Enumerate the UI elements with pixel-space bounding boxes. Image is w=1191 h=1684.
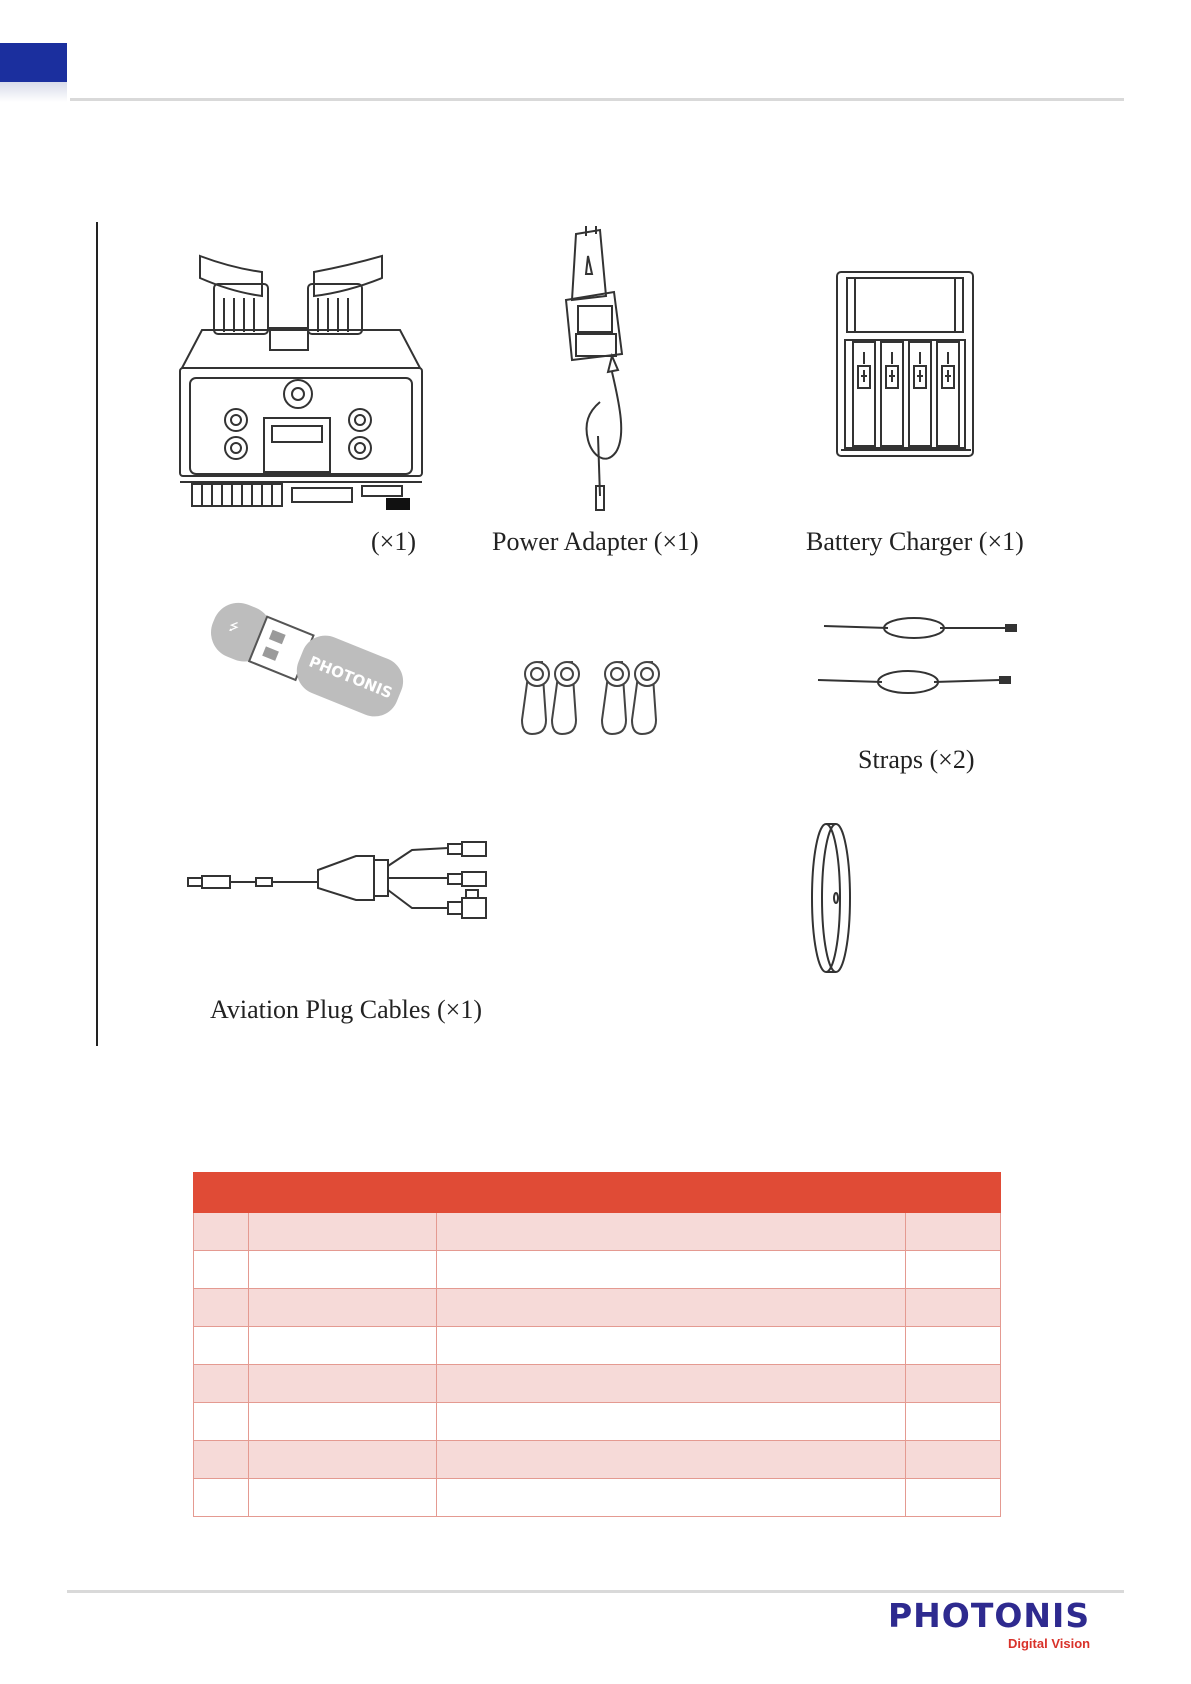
table-cell (906, 1289, 1001, 1327)
table-cell (194, 1213, 249, 1251)
footer-rule (67, 1590, 1124, 1593)
table-header-cell (906, 1173, 1001, 1213)
power-adapter-illustration (552, 226, 652, 514)
table-cell (906, 1251, 1001, 1289)
table-cell (248, 1441, 436, 1479)
page-number-tab (0, 43, 67, 82)
photonis-logo (888, 1596, 1091, 1651)
svg-text:⭍: ⭍ (226, 618, 242, 636)
table-row (194, 1403, 1001, 1441)
logo-wordmark: PHOTONIS (888, 1596, 1091, 1635)
table-cell (906, 1479, 1001, 1517)
table-cell (436, 1289, 905, 1327)
round-case-illustration (806, 820, 856, 980)
logo-tagline: Digital Vision (1007, 1636, 1091, 1651)
table-row (194, 1441, 1001, 1479)
table-cell (194, 1251, 249, 1289)
table-cell (194, 1365, 249, 1403)
table-cell (194, 1479, 249, 1517)
battery-charger-caption: Battery Charger (×1) (806, 527, 1024, 556)
aviation-cables-caption: Aviation Plug Cables (×1) (210, 995, 482, 1024)
table-cell (436, 1251, 905, 1289)
table-row (194, 1213, 1001, 1251)
table-cell (194, 1289, 249, 1327)
section-side-bar (96, 222, 98, 1046)
usb-drive-illustration (196, 588, 406, 718)
table-cell (194, 1441, 249, 1479)
table-cell (906, 1441, 1001, 1479)
table-cell (248, 1289, 436, 1327)
usb-brand-text: PHOTONIS (306, 652, 395, 703)
table-cell (248, 1479, 436, 1517)
table-cell (906, 1403, 1001, 1441)
table-cell (194, 1327, 249, 1365)
table-header-cell (194, 1173, 249, 1213)
binocular-caption: (×1) (371, 527, 416, 556)
table-cell (194, 1403, 249, 1441)
table-cell (906, 1365, 1001, 1403)
table-cell (248, 1251, 436, 1289)
binocular-illustration (172, 248, 430, 518)
table-row (194, 1251, 1001, 1289)
table-header-cell (248, 1173, 436, 1213)
header-rule (70, 98, 1124, 101)
table-cell (436, 1365, 905, 1403)
table-cell (436, 1327, 905, 1365)
table-row (194, 1327, 1001, 1365)
table-cell (906, 1213, 1001, 1251)
battery-charger-illustration (833, 270, 978, 460)
package-contents-table (193, 1172, 1001, 1517)
power-adapter-caption: Power Adapter (×1) (492, 527, 699, 556)
batteries-illustration (520, 660, 690, 740)
table-header-row (194, 1173, 1001, 1213)
table-cell (906, 1327, 1001, 1365)
table-cell (436, 1403, 905, 1441)
table-row (194, 1289, 1001, 1327)
table-cell (436, 1441, 905, 1479)
straps-caption: Straps (×2) (858, 745, 975, 774)
table-cell (248, 1403, 436, 1441)
table-cell (248, 1365, 436, 1403)
aviation-cables-illustration (186, 838, 506, 928)
table-cell (436, 1479, 905, 1517)
table-cell (436, 1213, 905, 1251)
table-row (194, 1479, 1001, 1517)
table-cell (248, 1213, 436, 1251)
table-cell (248, 1327, 436, 1365)
page-tab-shadow (0, 82, 67, 102)
straps-illustration (810, 608, 1020, 698)
table-header-cell (436, 1173, 905, 1213)
table-row (194, 1365, 1001, 1403)
